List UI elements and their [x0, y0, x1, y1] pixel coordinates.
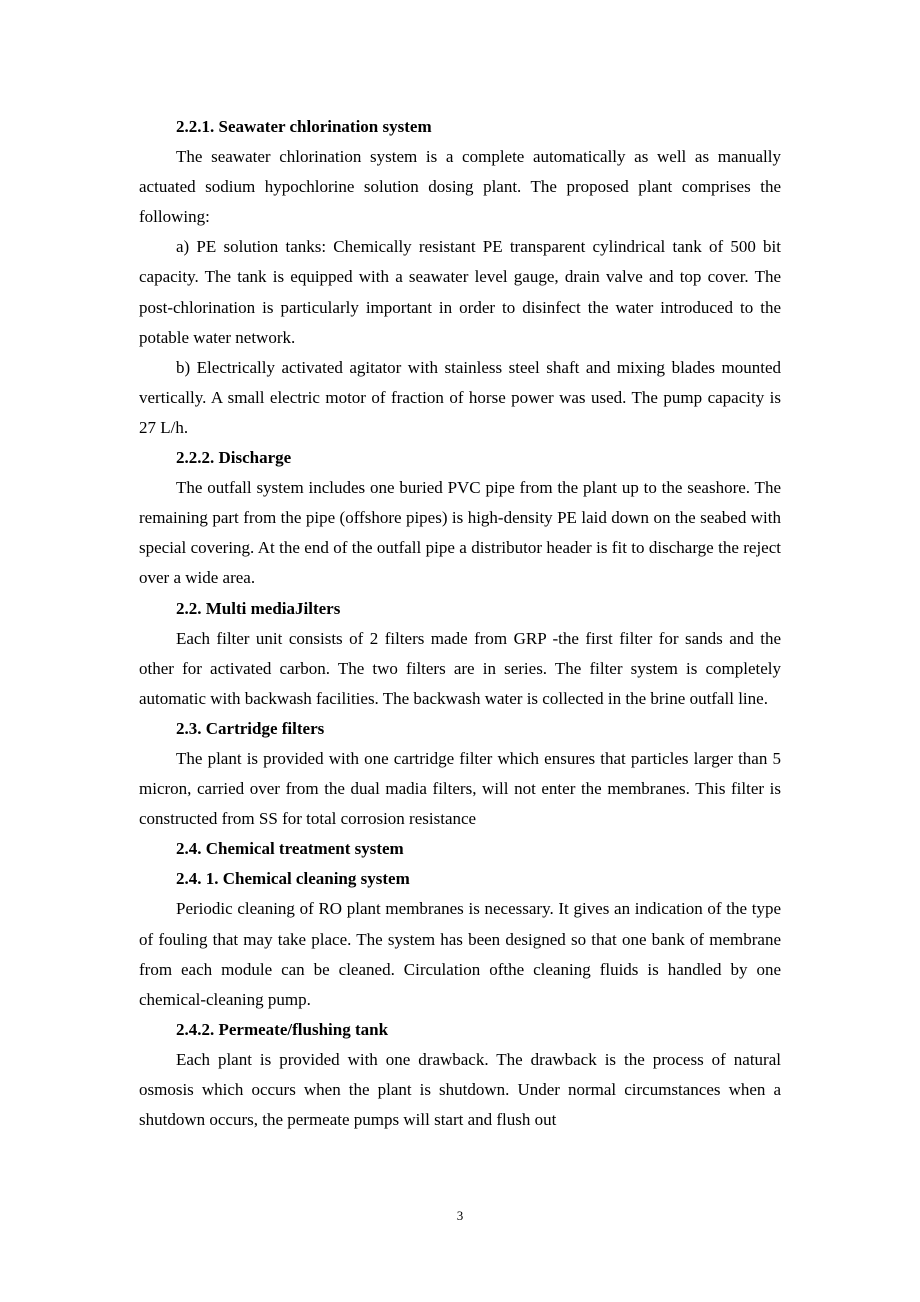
section-heading-seawater-chlorination: 2.2.1. Seawater chlorination system [176, 117, 432, 136]
paragraph-cartridge-filter: The plant is provided with one cartridge filter which ensures that particles larger than 5 micron, carried over from the dual madia filters, will not enter the membranes. This filter is constructed from SS for total corrosion resistance [139, 748, 781, 829]
section-heading-cartridge-filters: 2.3. Cartridge filters [176, 718, 325, 738]
section-heading-chemical-treatment: 2.4. Chemical treatment system [176, 839, 404, 859]
paragraph-chlorination-intro: The seawater chlorination system is a complete automatically as well as manually actuated sodium hypochlorine solution dosing plant. The proposed plant comprises the following: [139, 147, 781, 227]
section-heading-discharge: 2.2.2. Discharge [176, 448, 292, 468]
section-heading-multi-media-filters: 2.2. Multi mediaJilters [176, 598, 341, 618]
paragraph-drawback: Each plant is provided with one drawback. The drawback is the process of natural osmosis which occurs when the plant is shutdown. Under normal circumstances when a shutdown occurs, the permeate pumps will start and flush out [139, 1049, 781, 1130]
document-body [139, 112, 781, 1135]
paragraph-periodic-cleaning: Periodic cleaning of RO plant membranes is necessary. It gives an indication of the type of fouling that may take place. The system has been designed so that one bank of membrane from each module can be cleaned. Circulation ofthe cleaning fluids is handled by one chemical-cleaning pump. [139, 899, 781, 1009]
paragraph-agitator: b) Electrically activated agitator with stainless steel shaft and mixing blades mounted vertically. A small electric motor of fraction of horse power was used. The pump capacity is 27 L/h. [139, 357, 781, 437]
section-heading-permeate-flushing: 2.4.2. Permeate/flushing tank [176, 1019, 389, 1039]
section-heading-chemical-cleaning: 2.4. 1. Chemical cleaning system [176, 869, 410, 889]
paragraph-filter-unit: Each filter unit consists of 2 filters made from GRP -the first filter for sands and the other for activated carbon. The two filters are in series. The filter system is completely automatic with backwash facilities. The backwash water is collected in the brine outfall line. [139, 628, 781, 708]
paragraph-pe-solution-tanks: a) PE solution tanks: Chemically resistant PE transparent cylindrical tank of 500 bit capacity. The tank is equipped with a seawater level gauge, drain valve and top cover. The post-chlorination is particularly important in order to disinfect the water introduced to the potable water network. [139, 237, 781, 347]
page-number: 3 [456, 1208, 464, 1223]
paragraph-outfall-system: The outfall system includes one buried PVC pipe from the plant up to the seashore. The remaining part from the pipe (offshore pipes) is high-density PE laid down on the seabed with special covering. At the end of the outfall pipe a distributor header is fit to discharge the reject over a wide area. [139, 478, 781, 588]
